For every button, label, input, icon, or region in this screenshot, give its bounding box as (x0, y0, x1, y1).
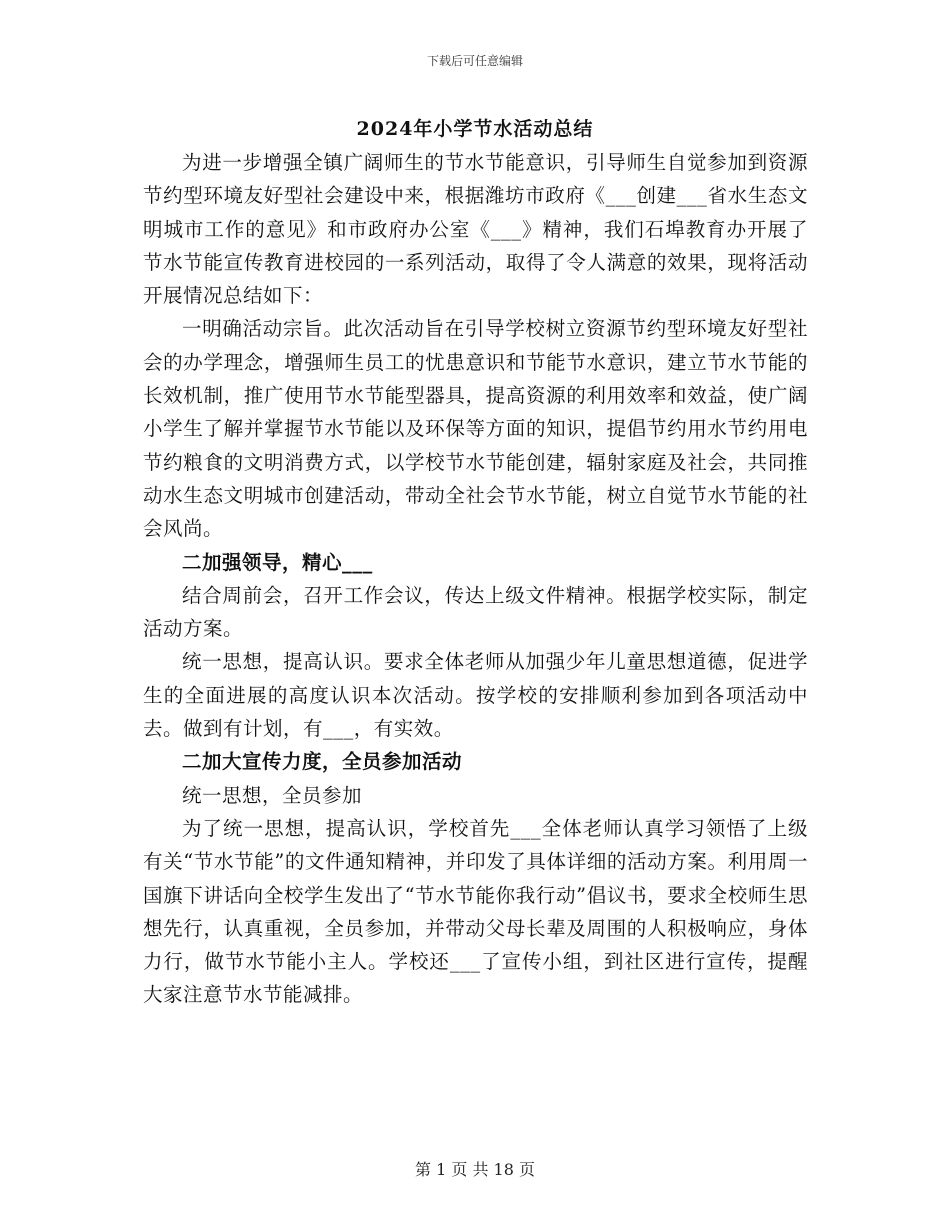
paragraph-intro: 为进一步增强全镇广阔师生的节水节能意识，引导师生自觉参加到资源节约型环境友好型社会建设中来，根据潍坊市政府《___创建___省水生态文明城市工作的意见》和市政府办公室《___》精神，我们石埠教育办开展了节水节能宣传教育进校园的一系列活动，取得了令人满意的效果，现将活动开展情况总结如下： (143, 151, 808, 308)
paragraph-campaign: 为了统一思想，提高认识，学校首先___全体老师认真学习领悟了上级有关“节水节能”的文件通知精神，并印发了具体详细的活动方案。利用周一国旗下讲话向全校学生发出了“节水节能你我行动”倡议书，要求全校师生思想先行，认真重视，全员参加，并带动父母长辈及周围的人积极响应，身体力行，做节水节能小主人。学校还___了宣传小组，到社区进行宣传，提醒大家注意节水节能减排。 (143, 816, 808, 1007)
document-title: 2024年小学节水活动总结 (356, 118, 594, 140)
section-heading-leadership: 二加强领导，精心___ (182, 550, 373, 574)
paragraph-purpose: 一明确活动宗旨。此次活动旨在引导学校树立资源节约型环境友好型社会的办学理念，增强师生员工的忧患意识和节能节水意识，建立节水节能的长效机制，推广使用节水节能型器具，提高资源的利用效率和效益，使广阔小学生了解并掌握节水节能以及环保等方面的知识，提倡节约用水节约用电节约粮食的文明消费方式，以学校节水节能创建，辐射家庭及社会，共同推动水生态文明城市创建活动，带动全社会节水节能，树立自觉节水节能的社会风尚。 (143, 317, 808, 541)
section-heading-publicity: 二加大宣传力度，全员参加活动 (182, 750, 463, 774)
page-header-note: 下载后可任意编辑 (426, 54, 523, 68)
page-number-footer: 第 1 页 共 18 页 (415, 1160, 535, 1179)
paragraph-unify: 统一思想，提高认识。要求全体老师从加强少年儿童思想道德，促进学生的全面进展的高度认识本次活动。按学校的安排顺利参加到各项活动中去。做到有计划，有___，有实效。 (143, 650, 808, 741)
document-body (143, 146, 808, 1012)
paragraph-meeting: 结合周前会，召开工作会议，传达上级文件精神。根据学校实际，制定活动方案。 (143, 583, 808, 641)
subheading-participation: 统一思想，全员参加 (182, 783, 363, 807)
